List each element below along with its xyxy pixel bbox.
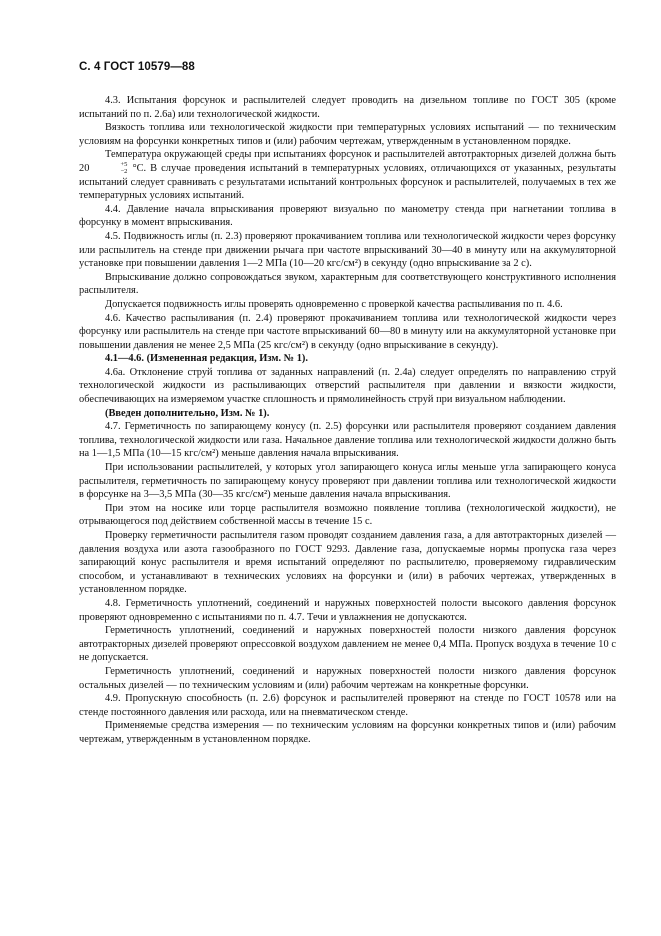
paragraph: Герметичность уплотнений, соединений и наружных поверхностей полости низкого давления форсунок автотракторных дизелей проверяют опрессовкой воздухом давлением не менее 0,4 МПа. Пропуск воздуха в течение 10 с не допускается. (79, 625, 616, 664)
paragraph: Допускается подвижность иглы проверять одновременно с проверкой качества распыливания по п. 4.6. (105, 298, 563, 310)
paragraph: 4.8. Герметичность уплотнений, соединений и наружных поверхностей полости высокого давления форсунок проверяют одновременно с испытаниями по п. 4.7. Течи и увлажнения не допускаются. (79, 597, 616, 623)
tolerance-lower: −2 (120, 167, 128, 175)
tolerance-upper: +5 (120, 161, 128, 169)
paragraph: 4.6. Качество распыливания (п. 2.4) проверяют прокачиванием топлива или технологической жидкости через форсунку или распылитель на стенде при частоте впрыскиваний 60—80 в минуту или на аккумуляторной установке при повышении давления не менее 2,5 МПа (25 кгс/см²) в секунду (одно впрыскивание в секунду). (79, 312, 616, 351)
document-body (79, 94, 616, 747)
page-header: С. 4 ГОСТ 10579—88 (79, 61, 195, 73)
paragraph: Впрыскивание должно сопровождаться звуком, характерным для соответствующего конструктивного исполнения распылителя. (79, 271, 616, 297)
paragraph: Проверку герметичности распылителя газом проводят созданием давления газа, а для автотракторных дизелей — давления воздуха или азота газообразного по ГОСТ 9293. Давление газа, допускаемые нормы пропуска газа через запирающий конус распылителя и время испытаний определяют по распылителю, проверяемому гидравлическим способом, и устанавливают в технических условиях на форсунки и (или) в рабочих чертежах, утвержденных в установленном порядке. (79, 530, 616, 596)
amendment-note: (Введен дополнительно, Изм. № 1). (105, 407, 270, 419)
paragraph: 4.6а. Отклонение струй топлива от заданных направлений (п. 2.4а) следует определять по направлению струй технологической жидкости из распыливающих отверстий распылителя при давлении и вязкости жидкости, обеспечивающих на измеряемом участке сплошность и прямолинейность струй при визуальном наблюдении. (79, 366, 616, 406)
text-run: Температура окружающей среды при испытаниях форсунок и распылителей автотракторных дизелей должна быть 20 (79, 149, 616, 174)
paragraph-temperature (79, 148, 616, 202)
paragraph: 4.7. Герметичность по запирающему конусу (п. 2.5) форсунки или распылителя проверяют созданием давления топлива, технологической жидкости или газа. Начальное давление топлива или технологической жидкости должно быть на 1—1,5 МПа (10—15 кгс/см²) меньше давления начала впрыскивания. (79, 421, 616, 460)
paragraph: Герметичность уплотнений, соединений и наружных поверхностей полости низкого давления форсунок остальных дизелей — по техническим условиям и (или) рабочим чертежам на конкретные форсунки. (79, 665, 616, 691)
paragraph: При этом на носике или торце распылителя возможно появление топлива (технологической жидкости), не отрывающегося под действием собственной массы в течение 15 с. (79, 502, 616, 528)
amendment-note: 4.1—4.6. (Измененная редакция, Изм. № 1). (105, 353, 308, 365)
paragraph: 4.4. Давление начала впрыскивания проверяют визуально по манометру стенда при нагнетании топлива в форсунку в момент впрыскивания. (79, 203, 616, 229)
paragraph: Вязкость топлива или технологической жидкости при температурных условиях испытаний — по техническим условиям на форсунки конкретных типов и (или) рабочим чертежам, утвержденным в установленном порядке. (79, 122, 616, 147)
tolerance (94, 162, 127, 175)
paragraph: Применяемые средства измерения — по техническим условиям на форсунки конкретных типов и (или) рабочим чертежам, утвержденным в установленном порядке. (79, 720, 616, 745)
text-run: °С. В случае проведения испытаний в температурных условиях, отличающихся от указанных, результаты испытаний следует сравнивать с результатами испытаний контрольных форсунок и распылителей, получаемых в тех же температурных условиях испытаний. (79, 162, 616, 202)
paragraph: При использовании распылителей, у которых угол запирающего конуса иглы меньше угла запирающего конуса распылителя, герметичность по запирающему конусу проверяют при давлении топлива или технологической жидкости в форсунке на 3—3,5 МПа (30—35 кгс/см²) меньше давления начала впрыскивания. (79, 462, 616, 501)
paragraph: 4.3. Испытания форсунок и распылителей следует проводить на дизельном топливе по ГОСТ 305 (кроме испытаний по п. 2.6а) или технологической жидкости. (79, 95, 616, 120)
paragraph: 4.5. Подвижность иглы (п. 2.3) проверяют прокачиванием топлива или технологической жидкости через форсунку или распылитель на стенде при движении рычага при частоте впрыскиваний 30—40 в минуту или на аккумуляторной установке при повышении давления 1—2 МПа (10—20 кгс/см²) в секунду (одно впрыскивание за 2 с). (79, 230, 616, 270)
paragraph: 4.9. Пропускную способность (п. 2.6) форсунок и распылителей проверяют на стенде по ГОСТ 10578 или на стенде постоянного давления или расхода, или на пневматическом стенде. (79, 693, 616, 718)
